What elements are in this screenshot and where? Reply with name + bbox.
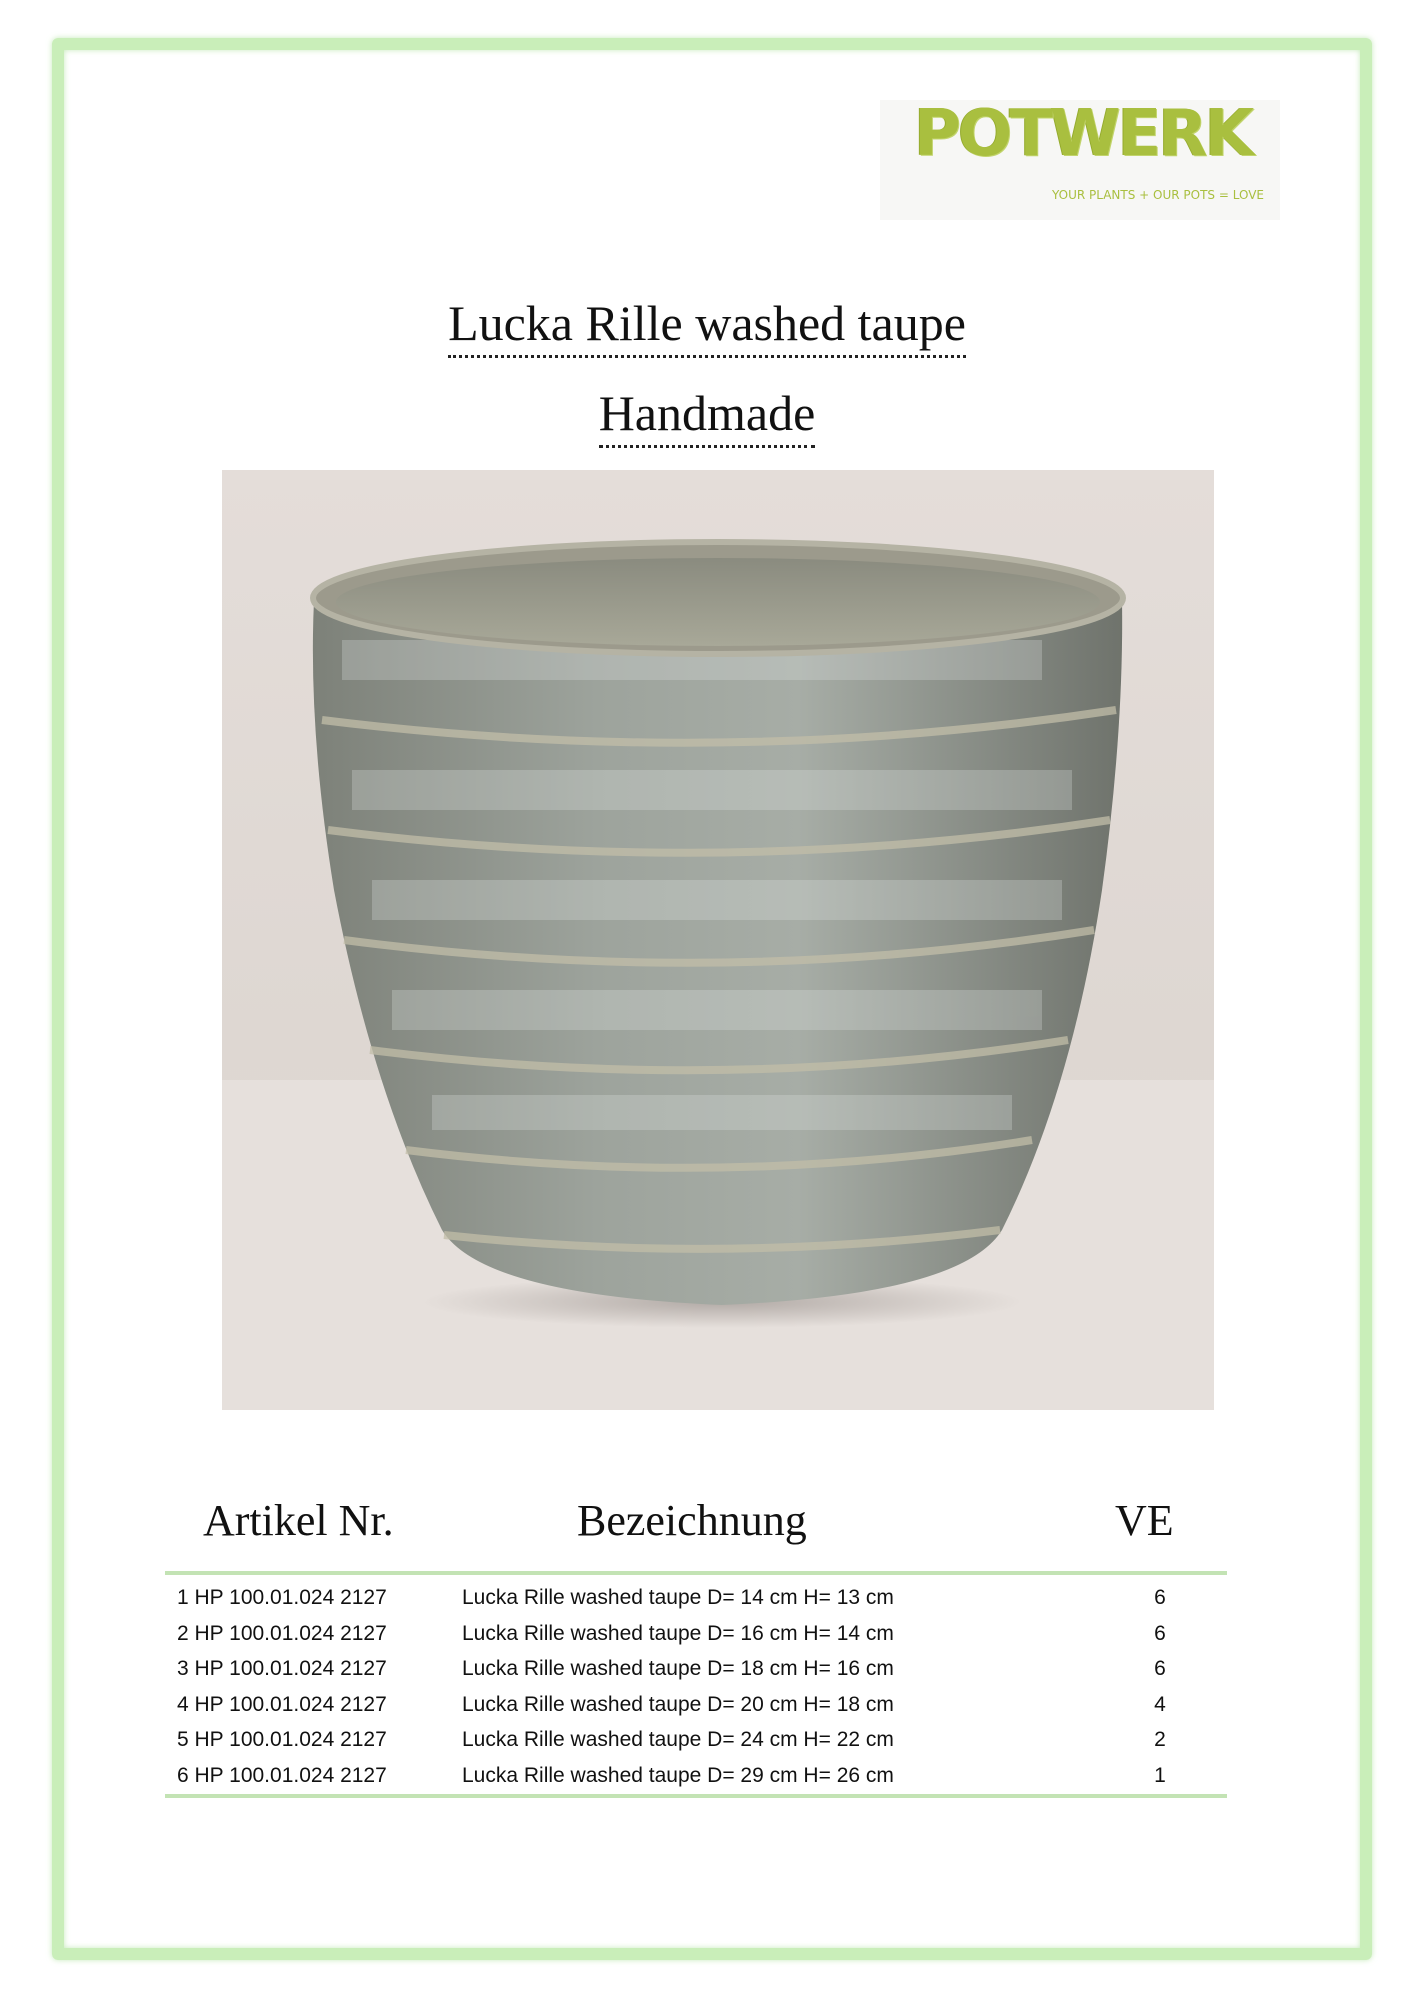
article-unit: 4	[1154, 1692, 1166, 1716]
brand-wordmark: POTWERK	[914, 97, 1252, 171]
table-row	[165, 1651, 1227, 1687]
article-unit: 1	[1154, 1763, 1166, 1787]
table-top-rule	[165, 1571, 1227, 1575]
article-number: 6 HP 100.01.024 2127	[177, 1763, 387, 1787]
product-subtitle-text: Handmade	[599, 385, 816, 448]
product-title	[0, 296, 1414, 351]
header-article-number: Artikel Nr.	[203, 1496, 394, 1545]
article-description: Lucka Rille washed taupe D= 18 cm H= 16 cm	[462, 1657, 894, 1680]
article-description: Lucka Rille washed taupe D= 16 cm H= 14 cm	[462, 1621, 894, 1645]
article-number: 3 HP 100.01.024 2127	[177, 1657, 387, 1680]
product-photo	[222, 470, 1214, 1410]
article-number: 2 HP 100.01.024 2127	[177, 1621, 387, 1645]
article-table	[165, 1580, 1227, 1793]
pot-opening	[336, 558, 1100, 646]
table-row	[165, 1758, 1227, 1794]
header-description: Bezeichnung	[577, 1496, 807, 1545]
article-unit: 2	[1154, 1728, 1166, 1751]
header-unit: VE	[1115, 1496, 1174, 1545]
table-row	[165, 1722, 1227, 1758]
pot-illustration	[222, 470, 1214, 1410]
product-subtitle	[0, 386, 1414, 441]
table-bottom-rule	[165, 1794, 1227, 1798]
table-row	[165, 1687, 1227, 1723]
table-row	[165, 1580, 1227, 1616]
article-description: Lucka Rille washed taupe D= 20 cm H= 18 cm	[462, 1692, 894, 1716]
brand-tagline: YOUR PLANTS + OUR POTS = LOVE	[1051, 188, 1264, 202]
article-unit: 6	[1154, 1657, 1166, 1680]
brand-logo	[880, 97, 1280, 220]
article-number: 1 HP 100.01.024 2127	[177, 1586, 387, 1609]
article-number: 4 HP 100.01.024 2127	[177, 1692, 387, 1716]
article-unit: 6	[1154, 1621, 1166, 1645]
product-title-text: Lucka Rille washed taupe	[448, 295, 966, 358]
article-unit: 6	[1154, 1586, 1166, 1609]
article-description: Lucka Rille washed taupe D= 24 cm H= 22 cm	[462, 1728, 894, 1751]
article-description: Lucka Rille washed taupe D= 14 cm H= 13 cm	[462, 1586, 894, 1609]
article-description: Lucka Rille washed taupe D= 29 cm H= 26 cm	[462, 1763, 894, 1787]
article-number: 5 HP 100.01.024 2127	[177, 1728, 387, 1751]
table-row	[165, 1616, 1227, 1652]
